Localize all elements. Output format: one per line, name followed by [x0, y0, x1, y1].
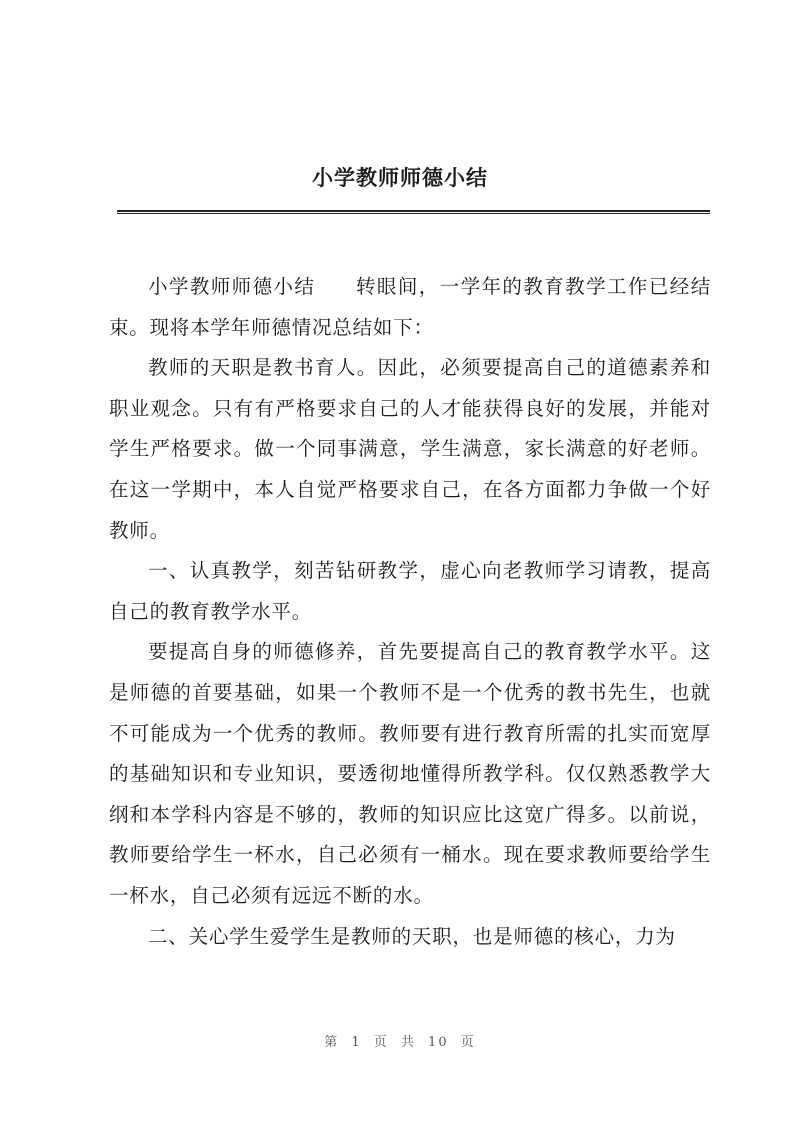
intro-rest: 转眼间，一学年的教育教学工作已经结束。现将本学年师德情况总结如下：	[109, 275, 711, 339]
page-number-footer: 第 1 页 共 10 页	[324, 1035, 476, 1050]
title-underline	[117, 210, 710, 214]
body-paragraph-1: 教师的天职是教书育人。因此，必须要提高自己的道德素养和职业观念。只有有严格要求自己的人才能获得良好的发展，并能对学生严格要求。做一个同事满意，学生满意，家长满意的好老师。在这一学期中，本人自觉严格要求自己，在各方面都力争做一个好教师。	[109, 356, 711, 542]
body-paragraph-4: 二、关心学生爱学生是教师的天职，也是师德的核心，力为	[148, 924, 676, 948]
intro-lead: 小学教师师德小结	[148, 275, 316, 298]
document-title: 小学教师师德小结	[312, 165, 488, 190]
intro-paragraph	[109, 267, 711, 348]
document-body	[109, 267, 711, 957]
body-paragraph-2: 一、认真教学，刻苦钻研教学，虚心向老教师学习请教，提高自己的教育教学水平。	[109, 559, 711, 623]
body-paragraph-3: 要提高自身的师德修养，首先要提高自己的教育教学水平。这是师德的首要基础，如果一个教师不是一个优秀的教书先生，也就不可能成为一个优秀的教师。教师要有进行教育所需的扎实而宽厚的基础知识和专业知识，要透彻地懂得所教学科。仅仅熟悉教学大纲和本学科内容是不够的，教师的知识应比这宽广得多。以前说，教师要给学生一杯水，自己必须有一桶水。现在要求教师要给学生一杯水，自己必须有远远不断的水。	[109, 640, 711, 907]
